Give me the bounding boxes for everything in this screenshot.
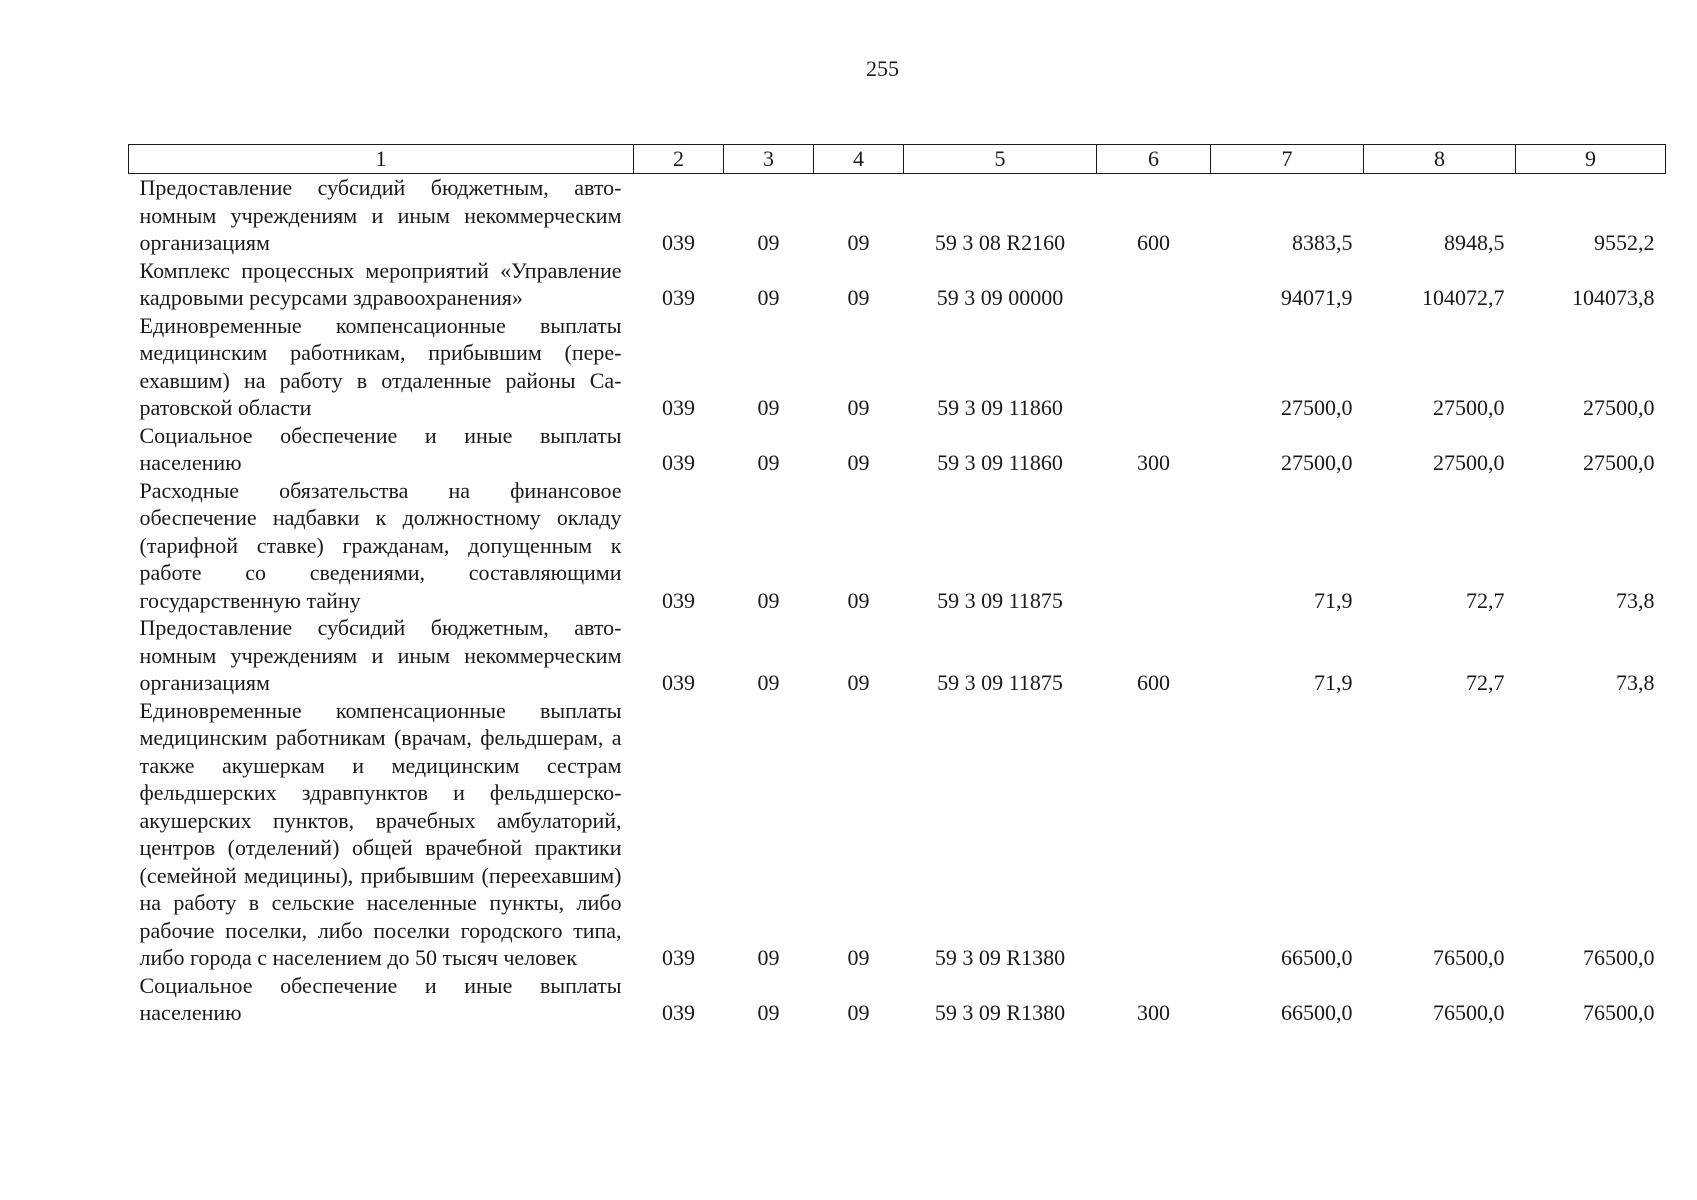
row-col-9: 73,8 (1616, 587, 1655, 613)
row-name: Социальное обеспечение и иные выплаты населению (139, 972, 622, 1025)
row-col-3: 09 (757, 587, 780, 613)
row-col-3: 09 (757, 230, 780, 255)
table-row (129, 614, 1666, 697)
row-col-5: 59 3 09 11875 (937, 587, 1063, 613)
row-col-6: 600 (1137, 670, 1170, 695)
row-col-8: 72,7 (1466, 587, 1505, 613)
table-row (129, 312, 1666, 422)
row-name: Предоставление субсидий бюджетным, автономным учреждениям и иным некоммерческим организациям (139, 175, 622, 255)
row-col-4: 09 (847, 587, 870, 613)
table-row (129, 174, 1666, 257)
row-name: Единовременные компенсационные выплаты медицинским работникам (врачам, фельдшерам, а также акушеркам и медицинским сестрам фельдшерских здравпунктов и фельдшерско-акушерских пунктов, врачебных амбулаторий, центров (отделений) общей врачебной практики (семейной медицины), прибывшим (переехавшим) на работу в сельские населенные пункты, либо рабочие поселки, либо поселки городского типа, либо города с населением до 50 тысяч человек (139, 697, 622, 970)
row-col-4: 09 (847, 395, 870, 420)
table-header (129, 145, 1666, 174)
header-row (129, 145, 1666, 174)
table-row (129, 422, 1666, 477)
table-row (129, 257, 1666, 312)
row-col-2: 039 (662, 587, 695, 613)
row-col-4: 09 (847, 1000, 870, 1025)
header-col-5: 5 (904, 145, 1097, 174)
row-col-7: 71,9 (1314, 670, 1353, 695)
row-col-2: 039 (662, 670, 695, 695)
header-col-7: 7 (1211, 145, 1364, 174)
row-col-5: 59 3 09 R1380 (934, 945, 1066, 970)
row-col-2: 039 (662, 230, 695, 255)
header-col-1: 1 (129, 145, 634, 174)
header-col-6: 6 (1097, 145, 1211, 174)
header-col-4: 4 (814, 145, 904, 174)
table-row (129, 477, 1666, 615)
row-col-5: 59 3 09 11860 (937, 395, 1063, 420)
row-col-9: 76500,0 (1583, 945, 1655, 970)
row-col-8: 72,7 (1466, 670, 1505, 695)
row-col-6 (1097, 697, 1211, 972)
row-col-3: 09 (757, 670, 780, 695)
row-col-8: 27500,0 (1433, 395, 1505, 420)
row-col-4: 09 (847, 450, 870, 475)
row-col-7: 27500,0 (1281, 395, 1353, 420)
row-col-9: 27500,0 (1583, 450, 1655, 475)
row-col-3: 09 (757, 945, 780, 970)
row-col-4: 09 (847, 945, 870, 970)
row-col-8: 8948,5 (1444, 230, 1505, 255)
table-body (129, 174, 1666, 1027)
row-col-7: 71,9 (1314, 587, 1353, 613)
row-col-4: 09 (847, 285, 870, 310)
row-col-2: 039 (662, 450, 695, 475)
row-col-6 (1097, 257, 1211, 312)
row-name: Расходные обязательства на финансовое обеспечение надбавки к должностному окладу (тарифной ставке) гражданам, допущенным к работе со сведениями, составляющими государственную тайну (139, 477, 622, 613)
row-col-9: 104073,8 (1572, 285, 1655, 310)
row-col-7: 66500,0 (1281, 945, 1353, 970)
row-col-8: 76500,0 (1433, 1000, 1505, 1025)
row-col-5: 59 3 09 11860 (937, 450, 1063, 475)
page-number: 255 (866, 56, 899, 81)
row-col-7: 8383,5 (1292, 230, 1353, 255)
budget-table (128, 144, 1666, 1027)
row-col-4: 09 (847, 230, 870, 255)
row-col-7: 66500,0 (1281, 1000, 1353, 1025)
header-col-2: 2 (634, 145, 724, 174)
row-col-8: 104072,7 (1422, 285, 1505, 310)
row-name: Единовременные компенсационные выплаты медицинским работникам, прибывшим (переехавшим) на работу в отдаленные районы Саратовской области (139, 312, 622, 420)
row-col-6: 300 (1137, 1000, 1170, 1025)
row-col-8: 76500,0 (1433, 945, 1505, 970)
row-col-3: 09 (757, 395, 780, 420)
row-name: Социальное обеспечение и иные выплаты населению (139, 422, 622, 475)
row-col-2: 039 (662, 945, 695, 970)
row-col-3: 09 (757, 285, 780, 310)
row-col-8: 27500,0 (1433, 450, 1505, 475)
row-col-2: 039 (662, 395, 695, 420)
header-col-8: 8 (1364, 145, 1516, 174)
header-col-9: 9 (1516, 145, 1666, 174)
table-row (129, 972, 1666, 1027)
row-col-5: 59 3 09 11875 (937, 670, 1063, 695)
row-col-9: 27500,0 (1583, 395, 1655, 420)
row-col-6: 600 (1137, 230, 1170, 255)
row-col-9: 9552,2 (1594, 230, 1655, 255)
row-col-5: 59 3 09 00000 (936, 285, 1064, 310)
row-col-9: 73,8 (1616, 670, 1655, 695)
row-name: Предоставление субсидий бюджетным, автономным учреждениям и иным некоммерческим организациям (139, 615, 622, 695)
row-col-3: 09 (757, 450, 780, 475)
row-col-2: 039 (662, 1000, 695, 1025)
row-col-2: 039 (662, 285, 695, 310)
row-col-4: 09 (847, 670, 870, 695)
row-col-6 (1097, 312, 1211, 422)
row-col-3: 09 (757, 1000, 780, 1025)
row-col-5: 59 3 09 R1380 (934, 1000, 1066, 1025)
row-name: Комплекс процессных мероприятий «Управление кадровыми ресурсами здравоохранения» (139, 257, 622, 310)
row-col-7: 27500,0 (1281, 450, 1353, 475)
row-col-6 (1097, 477, 1211, 615)
row-col-9: 76500,0 (1583, 1000, 1655, 1025)
row-col-7: 94071,9 (1281, 285, 1353, 310)
header-col-3: 3 (724, 145, 814, 174)
table-row (129, 697, 1666, 972)
row-col-5: 59 3 08 R2160 (934, 230, 1066, 255)
row-col-6: 300 (1137, 450, 1170, 475)
